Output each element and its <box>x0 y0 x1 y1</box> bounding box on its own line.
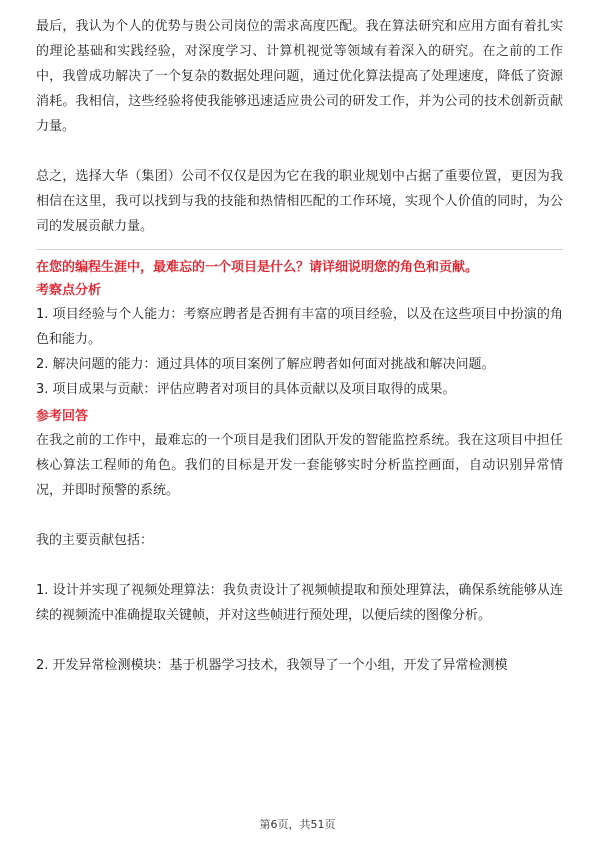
question-heading: 在您的编程生涯中，最难忘的一个项目是什么？请详细说明您的角色和贡献。 <box>36 260 479 275</box>
contribution-item-1: 1. 设计并实现了视频处理算法：我负责设计了视频帧提取和预处理算法，确保系统能够从连续的视频流中准确提取关键帧，并对这些帧进行预处理，以便后续的图像分析。 <box>36 583 563 623</box>
paragraph-conclusion: 总之，选择大华（集团）公司不仅仅是因为它在我的职业规划中占据了重要位置，更因为我相信在这里，我可以找到与我的技能和热情相匹配的工作环境，实现个人价值的同时，为公司的发展贡献力量。 <box>36 169 563 234</box>
paragraph-personal-strengths: 最后，我认为个人的优势与贵公司岗位的需求高度匹配。我在算法研究和应用方面有着扎实的理论基础和实践经验，对深度学习、计算机视觉等领域有着深入的研究。在之前的工作中，我曾成功解决了一个复杂的数据处理问题，通过优化算法提高了处理速度，降低了资源消耗。我相信，这些经验将使我能够迅速适应贵公司的研发工作，并为公司的技术创新贡献力量。 <box>36 19 563 134</box>
analysis-item-2: 2. 解决问题的能力：通过具体的项目案例了解应聘者如何面对挑战和解决问题。 <box>36 357 495 372</box>
page-number: 第6页，共51页 <box>259 818 336 831</box>
document-page <box>36 14 563 678</box>
section-divider <box>36 249 563 250</box>
answer-intro: 在我之前的工作中，最难忘的一个项目是我们团队开发的智能监控系统。我在这项目中担任核心算法工程师的角色。我们的目标是开发一套能够实时分析监控画面，自动识别异常情况，并即时预警的系统。 <box>36 433 563 498</box>
answer-title: 参考回答 <box>36 409 89 424</box>
contribution-item-2: 2. 开发异常检测模块：基于机器学习技术，我领导了一个小组，开发了异常检测模 <box>36 658 508 673</box>
analysis-title: 考察点分析 <box>36 283 102 298</box>
analysis-item-3: 3. 项目成果与贡献：评估应聘者对项目的具体贡献以及项目取得的成果。 <box>36 382 456 397</box>
analysis-item-1: 1. 项目经验与个人能力：考察应聘者是否拥有丰富的项目经验，以及在这些项目中扮演的角色和能力。 <box>36 307 563 347</box>
contributions-heading: 我的主要贡献包括： <box>36 533 154 548</box>
